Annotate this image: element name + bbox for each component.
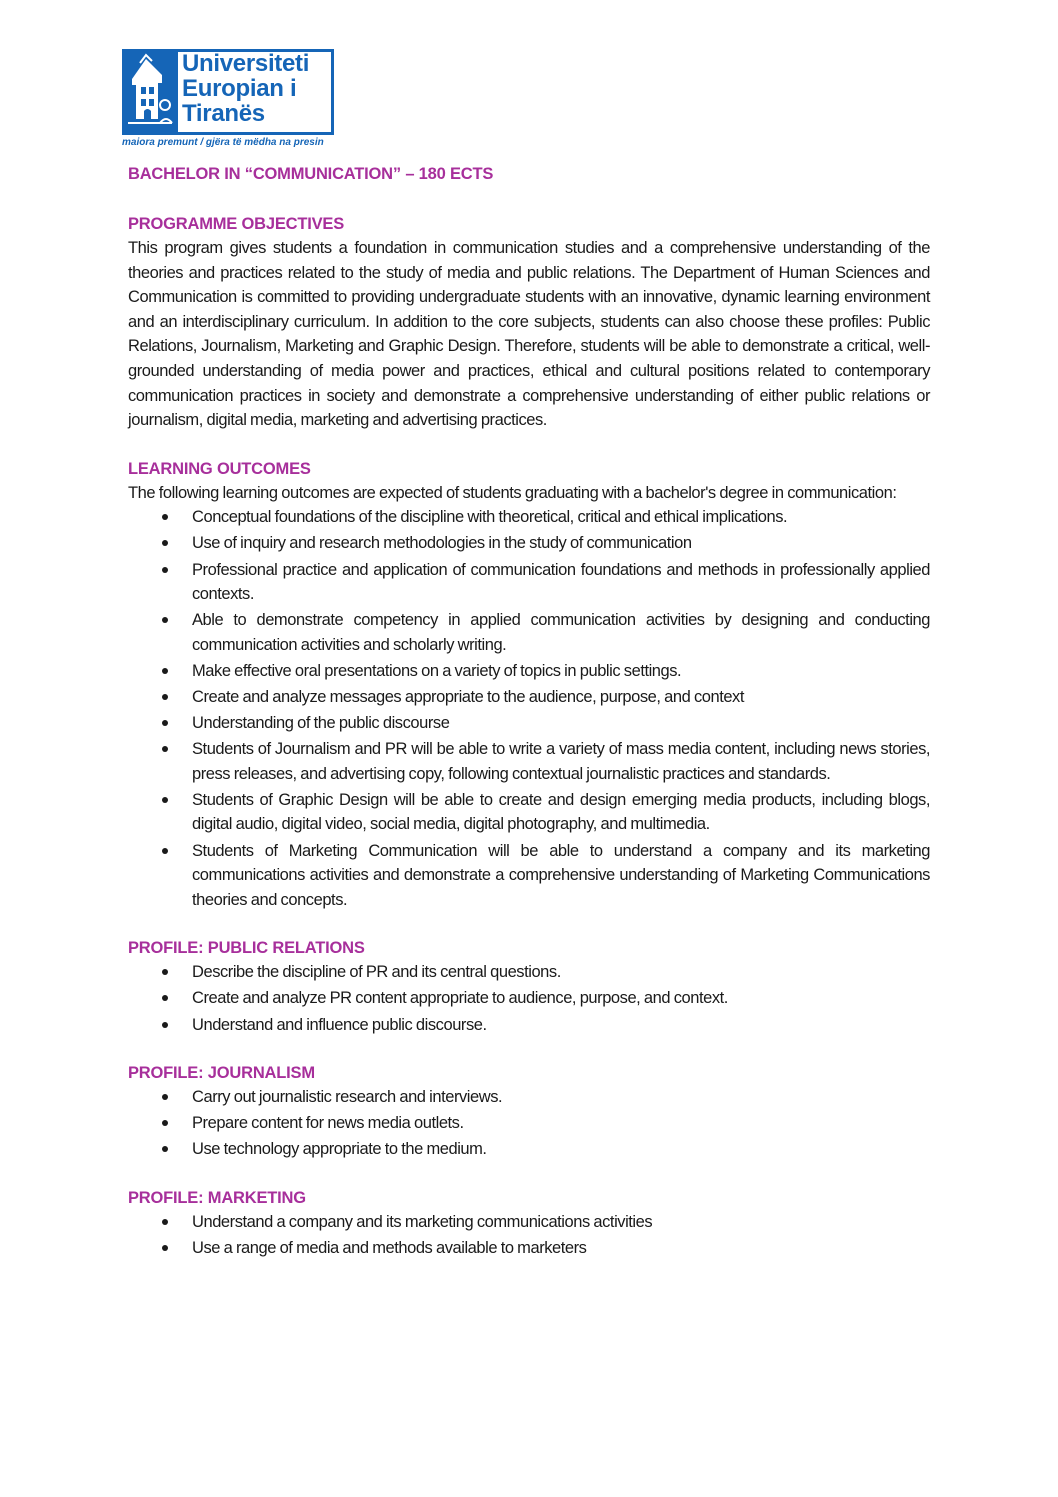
bullet-icon: [162, 797, 168, 803]
list-item-text: Use a range of media and methods available to marketers: [192, 1239, 587, 1257]
list-item-text: Prepare content for news media outlets.: [192, 1114, 464, 1133]
list-item: [128, 1210, 930, 1235]
list-item-text: Carry out journalistic research and interviews.: [192, 1088, 503, 1107]
objectives-section: [128, 212, 930, 433]
profile-pr-heading: PROFILE: PUBLIC RELATIONS: [128, 939, 365, 958]
outcomes-list: [128, 505, 930, 912]
list-item-text: Create and analyze messages appropriate to the audience, purpose, and context: [192, 688, 744, 706]
profile-marketing-list: [128, 1210, 930, 1261]
profile-journalism-heading: PROFILE: JOURNALISM: [128, 1064, 315, 1083]
bullet-icon: [162, 668, 168, 674]
list-item-text: Understand and influence public discourse.: [192, 1015, 487, 1034]
bullet-icon: [162, 1245, 168, 1251]
logo-line-2: Europian i: [182, 75, 297, 102]
list-item: [128, 1013, 930, 1038]
list-item-text: Conceptual foundations of the discipline with theoretical, critical and ethical implications.: [192, 508, 788, 527]
university-logo: [122, 49, 334, 149]
bullet-icon: [162, 1120, 168, 1126]
objectives-paragraph: This program gives students a foundation in communication studies and a comprehensive understanding of the theories and practices related to the study of media and public relations. The Department of Human Sciences and Communication is committed to providing undergraduate students with an innovative, dynamic learning environment and an interdisciplinary curriculum. In addition to the core subjects, students can also choose these profiles: Public Relations, Journalism, Marketing and Graphic Design. Therefore, students will be able to demonstrate a critical, well-grounded understanding of media power and practices, ethical and cultural positions related to contemporary communication practices in society and demonstrate a comprehensive understanding of either public relations or journalism, digital media, marketing and advertising practices.: [128, 239, 930, 430]
list-item-text: Understanding of the public discourse: [192, 714, 450, 733]
profile-marketing-section: [128, 1186, 930, 1261]
list-item-text: Able to demonstrate competency in applied communication activities by designing and conducting communication activities and scholarly writing.: [192, 611, 930, 654]
bullet-icon: [162, 567, 168, 573]
bullet-icon: [162, 969, 168, 975]
bullet-icon: [162, 746, 168, 752]
list-item: [128, 788, 930, 837]
list-item-text: Professional practice and application of communication foundations and methods in professionally applied contexts.: [192, 560, 930, 604]
list-item: [128, 1085, 930, 1110]
bullet-icon: [162, 514, 168, 520]
list-item-text: Describe the discipline of PR and its central questions.: [192, 963, 561, 982]
list-item: [128, 960, 930, 985]
list-item: [128, 505, 930, 530]
outcomes-intro: The following learning outcomes are expected of students graduating with a bachelor's degree in communication:: [128, 483, 897, 502]
outcomes-heading: LEARNING OUTCOMES: [128, 459, 311, 478]
profile-pr-list: [128, 960, 930, 1037]
bullet-icon: [162, 540, 168, 546]
university-building-icon: [122, 49, 178, 135]
list-item: [128, 558, 930, 607]
logo-line-1: Universiteti: [182, 50, 310, 77]
logo-line-3: Tiranës: [182, 100, 265, 127]
list-item-text: Use of inquiry and research methodologies in the study of communication: [192, 534, 692, 553]
bullet-icon: [162, 995, 168, 1001]
list-item: [128, 1111, 930, 1136]
profile-journalism-list: [128, 1085, 930, 1162]
logo-wordmark: [182, 51, 332, 126]
list-item-text: Create and analyze PR content appropriate to audience, purpose, and context.: [192, 989, 728, 1008]
list-item-text: Understand a company and its marketing communications activities: [192, 1212, 653, 1231]
bullet-icon: [162, 1022, 168, 1028]
document-body: [128, 162, 930, 1285]
list-item: [128, 737, 930, 786]
objectives-heading: PROGRAMME OBJECTIVES: [128, 215, 345, 233]
bullet-icon: [162, 1146, 168, 1152]
list-item: [128, 685, 930, 710]
bullet-icon: [162, 694, 168, 700]
list-item: [128, 839, 930, 913]
bullet-icon: [162, 848, 168, 854]
bullet-icon: [162, 1219, 168, 1225]
profile-pr-section: [128, 936, 930, 1037]
document-title: BACHELOR IN “COMMUNICATION” – 180 ECTS: [128, 165, 494, 183]
list-item: [128, 608, 930, 657]
profile-marketing-heading: PROFILE: MARKETING: [128, 1188, 306, 1207]
list-item-text: Use technology appropriate to the medium.: [192, 1140, 487, 1159]
bullet-icon: [162, 720, 168, 726]
list-item-text: Make effective oral presentations on a variety of topics in public settings.: [192, 661, 682, 680]
list-item-text: Students of Journalism and PR will be able to write a variety of mass media content, including news stories, press releases, and advertising copy, following contextual journalistic practices and standards.: [192, 740, 930, 783]
bullet-icon: [162, 1094, 168, 1100]
list-item-text: Students of Marketing Communication will be able to understand a company and its marketing communications activities and demonstrate a comprehensive understanding of Marketing Communications theories and concepts.: [192, 841, 930, 909]
list-item: [128, 531, 930, 556]
list-item: [128, 986, 930, 1011]
list-item-text: Students of Graphic Design will be able to create and design emerging media products, including blogs, digital audio, digital video, social media, digital photography, and multimedia.: [192, 790, 930, 834]
list-item: [128, 711, 930, 736]
profile-journalism-section: [128, 1061, 930, 1162]
list-item: [128, 659, 930, 684]
list-item: [128, 1137, 930, 1162]
list-item: [128, 1236, 930, 1261]
bullet-icon: [162, 617, 168, 623]
outcomes-section: [128, 457, 930, 913]
logo-motto: maiora premunt / gjëra të mëdha na presin: [122, 137, 324, 148]
